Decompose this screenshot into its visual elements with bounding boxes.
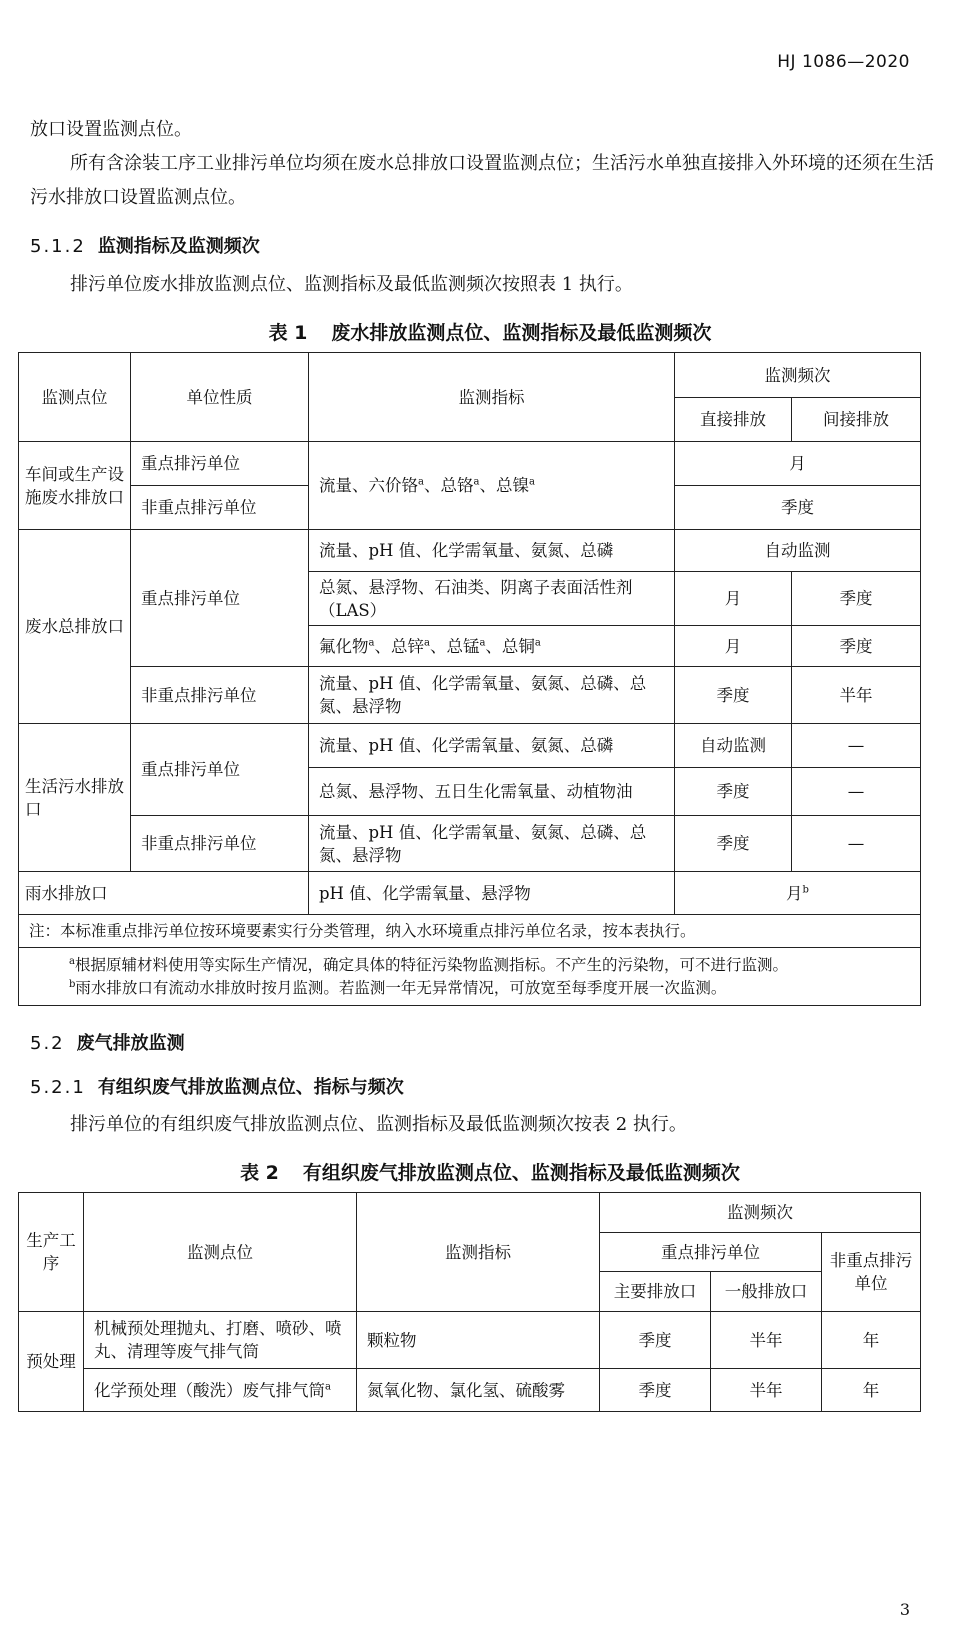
freq-cell: 半年 bbox=[711, 1312, 822, 1369]
footnote-b: $^b$雨水排放口有流动水排放时按月监测。若监测一年无异常情况，可放宽至每季度开展一次监测。 bbox=[69, 978, 727, 997]
indicator-cell: 总氮、悬浮物、石油类、阴离子表面活性剂（LAS） bbox=[309, 572, 675, 626]
header-cell: 重点排污单位 bbox=[600, 1233, 822, 1272]
header-cell: 间接排放 bbox=[792, 398, 921, 442]
freq-cell: 季度 bbox=[792, 626, 921, 667]
table-wastewater bbox=[18, 352, 921, 1006]
paragraph: 排污单位的有组织废气排放监测点位、监测指标及最低监测频次按表 2 执行。 bbox=[70, 1114, 687, 1135]
freq-cell: 年 bbox=[822, 1312, 921, 1369]
table-note: 注：本标准重点排污单位按环境要素实行分类管理，纳入水环境重点排污单位名录，按本表执行。 bbox=[19, 915, 921, 948]
header-cell: 直接排放 bbox=[675, 398, 792, 442]
indicator-cell: 总氮、悬浮物、五日生化需氧量、动植物油 bbox=[309, 768, 675, 816]
indicator-cell: pH 值、化学需氧量、悬浮物 bbox=[309, 872, 675, 915]
header-cell: 监测指标 bbox=[357, 1193, 600, 1312]
document-id: HJ 1086—2020 bbox=[777, 52, 910, 72]
table-exhaust-gas bbox=[18, 1192, 921, 1412]
header-cell: 监测指标 bbox=[309, 353, 675, 442]
table-caption bbox=[0, 318, 980, 345]
caption-title: 有组织废气排放监测点位、监测指标及最低监测频次 bbox=[302, 1162, 740, 1184]
point-cell: 机械预处理抛丸、打磨、喷砂、喷丸、清理等废气排气筒 bbox=[84, 1312, 357, 1369]
indicator-cell: 流量、pH 值、化学需氧量、氨氮、总磷 bbox=[309, 530, 675, 572]
indicator-cell: 流量、pH 值、化学需氧量、氨氮、总磷、总氮、悬浮物 bbox=[309, 816, 675, 872]
section-number: 5.2.1 bbox=[30, 1077, 86, 1098]
nature-cell: 非重点排污单位 bbox=[131, 816, 309, 872]
point-cell: 车间或生产设施废水排放口 bbox=[19, 442, 131, 530]
freq-cell: 月 bbox=[675, 442, 921, 486]
section-title: 废气排放监测 bbox=[76, 1033, 185, 1054]
freq-cell: 自动监测 bbox=[675, 724, 792, 768]
section-title: 监测指标及监测频次 bbox=[97, 236, 260, 257]
freq-cell: 月 bbox=[675, 572, 792, 626]
indicator-cell: 氮氧化物、氯化氢、硫酸雾 bbox=[357, 1369, 600, 1412]
indicator-cell: 颗粒物 bbox=[357, 1312, 600, 1369]
freq-cell: 季度 bbox=[600, 1369, 711, 1412]
freq-cell: 季度 bbox=[600, 1312, 711, 1369]
section-heading bbox=[30, 1029, 185, 1055]
point-cell: 生活污水排放口 bbox=[19, 724, 131, 872]
freq-cell: — bbox=[792, 724, 921, 768]
freq-cell: 季度 bbox=[792, 572, 921, 626]
caption-title: 废水排放监测点位、监测指标及最低监测频次 bbox=[331, 322, 712, 344]
indicator-cell: 流量、pH 值、化学需氧量、氨氮、总磷 bbox=[309, 724, 675, 768]
freq-cell: 半年 bbox=[711, 1369, 822, 1412]
freq-cell: 月 bbox=[675, 626, 792, 667]
nature-cell: 重点排污单位 bbox=[131, 724, 309, 816]
header-cell: 一般排放口 bbox=[711, 1272, 822, 1312]
nature-cell: 非重点排污单位 bbox=[131, 486, 309, 530]
table-footnotes bbox=[19, 948, 921, 1006]
freq-cell: 年 bbox=[822, 1369, 921, 1412]
nature-cell: 重点排污单位 bbox=[131, 530, 309, 667]
freq-cell: — bbox=[792, 816, 921, 872]
freq-cell: 自动监测 bbox=[675, 530, 921, 572]
freq-cell: 季度 bbox=[675, 667, 792, 724]
freq-cell: 月$^b$ bbox=[675, 872, 921, 915]
header-cell: 主要排放口 bbox=[600, 1272, 711, 1312]
header-cell: 非重点排污单位 bbox=[822, 1233, 921, 1312]
header-cell: 监测频次 bbox=[675, 353, 921, 398]
footnote-a: $^a$根据原辅材料使用等实际生产情况，确定具体的特征污染物监测指标。不产生的污染物，可不进行监测。 bbox=[69, 955, 788, 974]
header-cell: 监测点位 bbox=[84, 1193, 357, 1312]
section-heading bbox=[30, 1073, 404, 1099]
paragraph: 放口设置监测点位。 bbox=[30, 119, 192, 140]
nature-cell: 重点排污单位 bbox=[131, 442, 309, 486]
freq-cell: — bbox=[792, 768, 921, 816]
point-cell: 化学预处理（酸洗）废气排气筒$^a$ bbox=[84, 1369, 357, 1412]
header-cell: 单位性质 bbox=[131, 353, 309, 442]
header-cell: 监测点位 bbox=[19, 353, 131, 442]
section-title: 有组织废气排放监测点位、指标与频次 bbox=[97, 1077, 404, 1098]
freq-cell: 季度 bbox=[675, 768, 792, 816]
page-number: 3 bbox=[899, 1600, 910, 1619]
freq-cell: 季度 bbox=[675, 486, 921, 530]
indicator-cell: 氟化物$^a$、总锌$^a$、总锰$^a$、总铜$^a$ bbox=[309, 626, 675, 667]
header-cell: 生产工序 bbox=[19, 1193, 84, 1312]
freq-cell: 季度 bbox=[675, 816, 792, 872]
header-cell: 监测频次 bbox=[600, 1193, 921, 1233]
nature-cell: 非重点排污单位 bbox=[131, 667, 309, 724]
table-caption bbox=[0, 1158, 980, 1185]
paragraph: 所有含涂装工序工业排污单位均须在废水总排放口设置监测点位；生活污水单独直接排入外环境的还须在生活污水排放口设置监测点位。 bbox=[30, 153, 934, 208]
caption-number: 表 1 bbox=[268, 322, 308, 344]
freq-cell: 半年 bbox=[792, 667, 921, 724]
caption-number: 表 2 bbox=[240, 1162, 279, 1184]
point-cell: 雨水排放口 bbox=[19, 872, 309, 915]
section-heading bbox=[30, 232, 260, 258]
process-cell: 预处理 bbox=[19, 1312, 84, 1412]
indicator-cell: 流量、六价铬$^a$、总铬$^a$、总镍$^a$ bbox=[309, 442, 675, 530]
point-cell: 废水总排放口 bbox=[19, 530, 131, 724]
paragraph: 排污单位废水排放监测点位、监测指标及最低监测频次按照表 1 执行。 bbox=[70, 274, 633, 295]
section-number: 5.1.2 bbox=[30, 236, 86, 257]
indicator-cell: 流量、pH 值、化学需氧量、氨氮、总磷、总氮、悬浮物 bbox=[309, 667, 675, 724]
section-number: 5.2 bbox=[30, 1033, 65, 1054]
